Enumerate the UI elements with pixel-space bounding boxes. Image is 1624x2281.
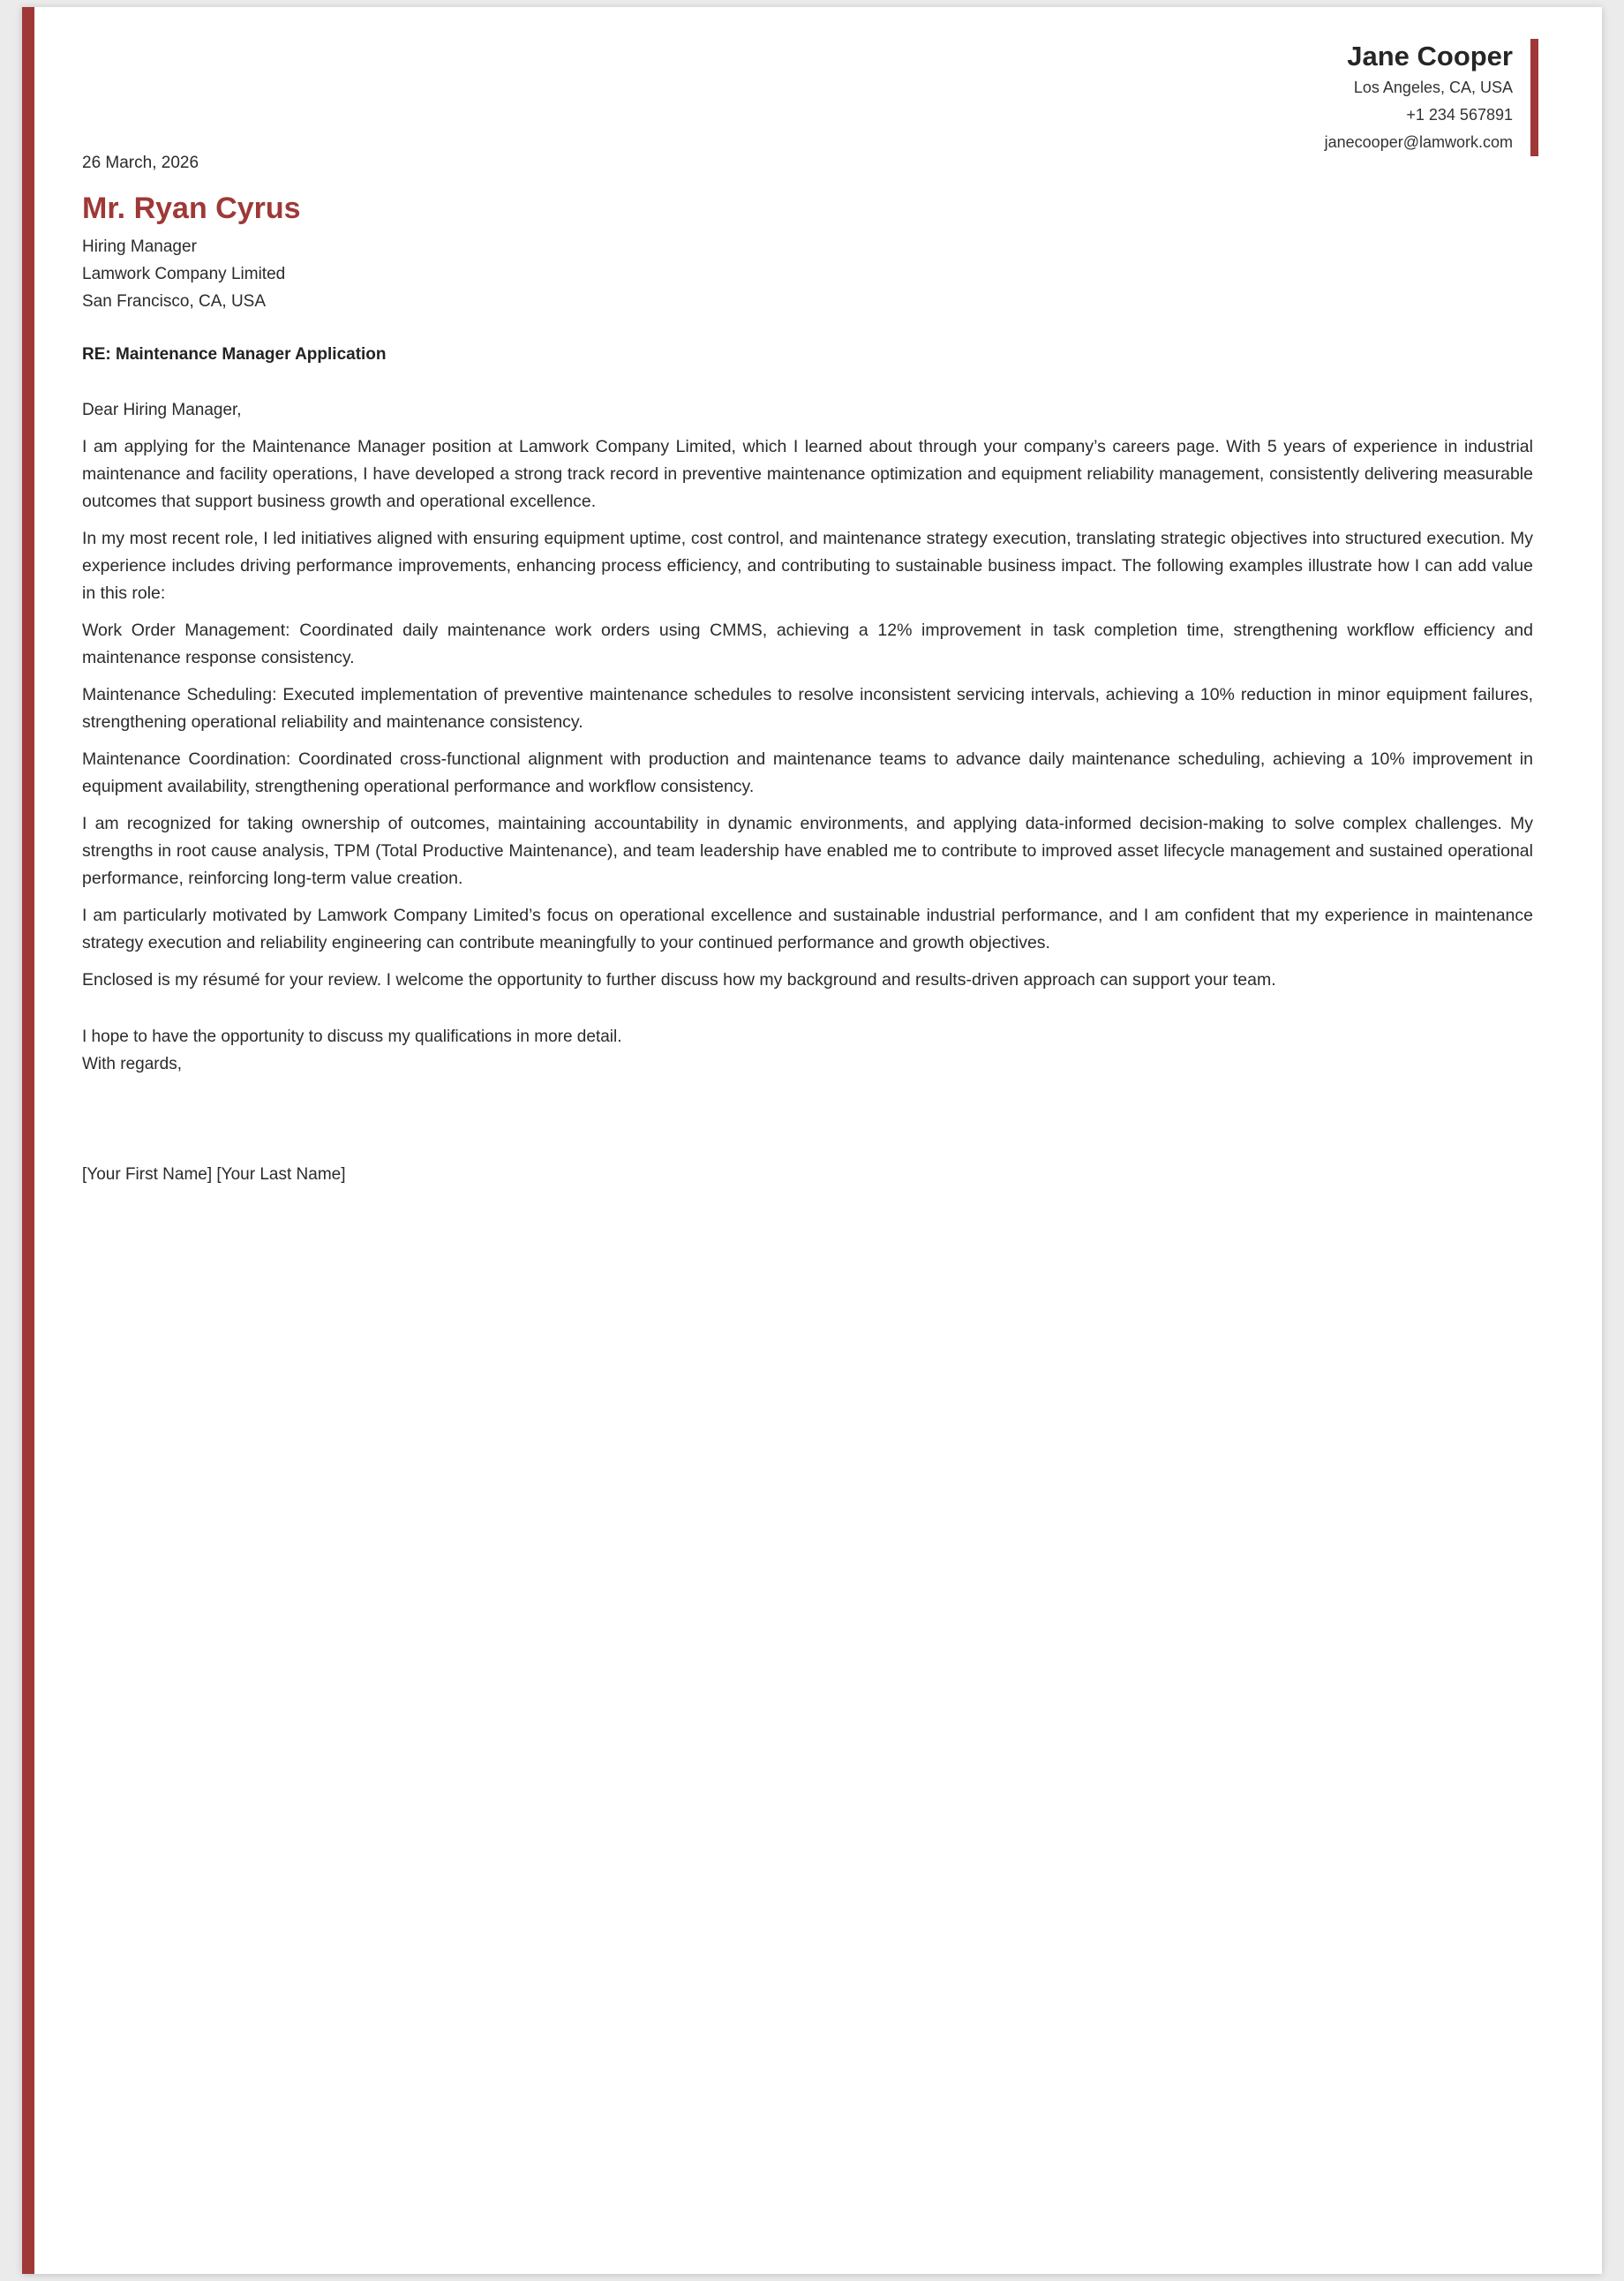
letter-page bbox=[22, 7, 1602, 2274]
body-paragraph: Enclosed is my résumé for your review. I welcome the opportunity to further discuss how my background and results-driven approach can support your team. bbox=[82, 970, 1276, 990]
body-paragraph: Maintenance Scheduling: Executed implementation of preventive maintenance schedules to resolve inconsistent servicing intervals, achieving a 10% reduction in minor equipment failures, strengthening operational reliability and maintenance consistency. bbox=[82, 685, 1533, 732]
letter-date: 26 March, 2026 bbox=[82, 154, 199, 172]
recipient-company: Lamwork Company Limited bbox=[82, 265, 286, 283]
body-paragraph: Work Order Management: Coordinated daily maintenance work orders using CMMS, achieving a 12% improvement in task completion time, strengthening workflow efficiency and maintenance response consistency. bbox=[82, 621, 1533, 667]
body-paragraph: Maintenance Coordination: Coordinated cross-functional alignment with production and maintenance teams to advance daily maintenance scheduling, achieving a 10% improvement in equipment availability, strengthening operational performance and workflow consistency. bbox=[82, 749, 1533, 796]
body-paragraph: In my most recent role, I led initiatives aligned with ensuring equipment uptime, cost control, and maintenance strategy execution, translating strategic objectives into structured execution. My experience includes driving performance improvements, enhancing process efficiency, and contributing to sustainable business impact. The following examples illustrate how I can add value in this role: bbox=[82, 529, 1533, 603]
closing-block bbox=[82, 1023, 1533, 1078]
closing-salutation: With regards, bbox=[82, 1055, 182, 1073]
subject-line: RE: Maintenance Manager Application bbox=[82, 345, 387, 364]
sender-location: Los Angeles, CA, USA bbox=[1353, 79, 1513, 96]
body-paragraph: I am applying for the Maintenance Manager position at Lamwork Company Limited, which I learned about through your company’s careers page. With 5 years of experience in industrial maintenance and facility operations, I have developed a strong track record in preventive maintenance optimization and equipment reliability management, consistently delivering measurable outcomes that support business growth and operational excellence. bbox=[82, 437, 1533, 511]
body-paragraph: I am particularly motivated by Lamwork Company Limited’s focus on operational excellence and sustainable industrial performance, and I am confident that my experience in maintenance strategy execution and reliability engineering can contribute meaningfully to your continued performance and growth objectives. bbox=[82, 906, 1533, 952]
salutation: Dear Hiring Manager, bbox=[82, 401, 242, 419]
body-paragraph: I am recognized for taking ownership of outcomes, maintaining accountability in dynamic environments, and applying data-informed decision-making to solve complex challenges. My strengths in root cause analysis, TPM (Total Productive Maintenance), and team leadership have enabled me to contribute to improved asset lifecycle management and sustained operational performance, reinforcing long-term value creation. bbox=[82, 814, 1533, 888]
closing-line: I hope to have the opportunity to discuss my qualifications in more detail. bbox=[82, 1028, 622, 1046]
recipient-name: Mr. Ryan Cyrus bbox=[82, 192, 301, 225]
signature-placeholder: [Your First Name] [Your Last Name] bbox=[82, 1165, 346, 1184]
sender-name: Jane Cooper bbox=[1347, 41, 1513, 72]
recipient-location: San Francisco, CA, USA bbox=[82, 292, 267, 311]
sender-phone: +1 234 567891 bbox=[1406, 106, 1513, 124]
left-accent-bar bbox=[22, 7, 34, 2274]
sender-email: janecooper@lamwork.com bbox=[1324, 133, 1513, 151]
letter-content bbox=[82, 7, 1533, 1188]
recipient-title: Hiring Manager bbox=[82, 237, 197, 256]
